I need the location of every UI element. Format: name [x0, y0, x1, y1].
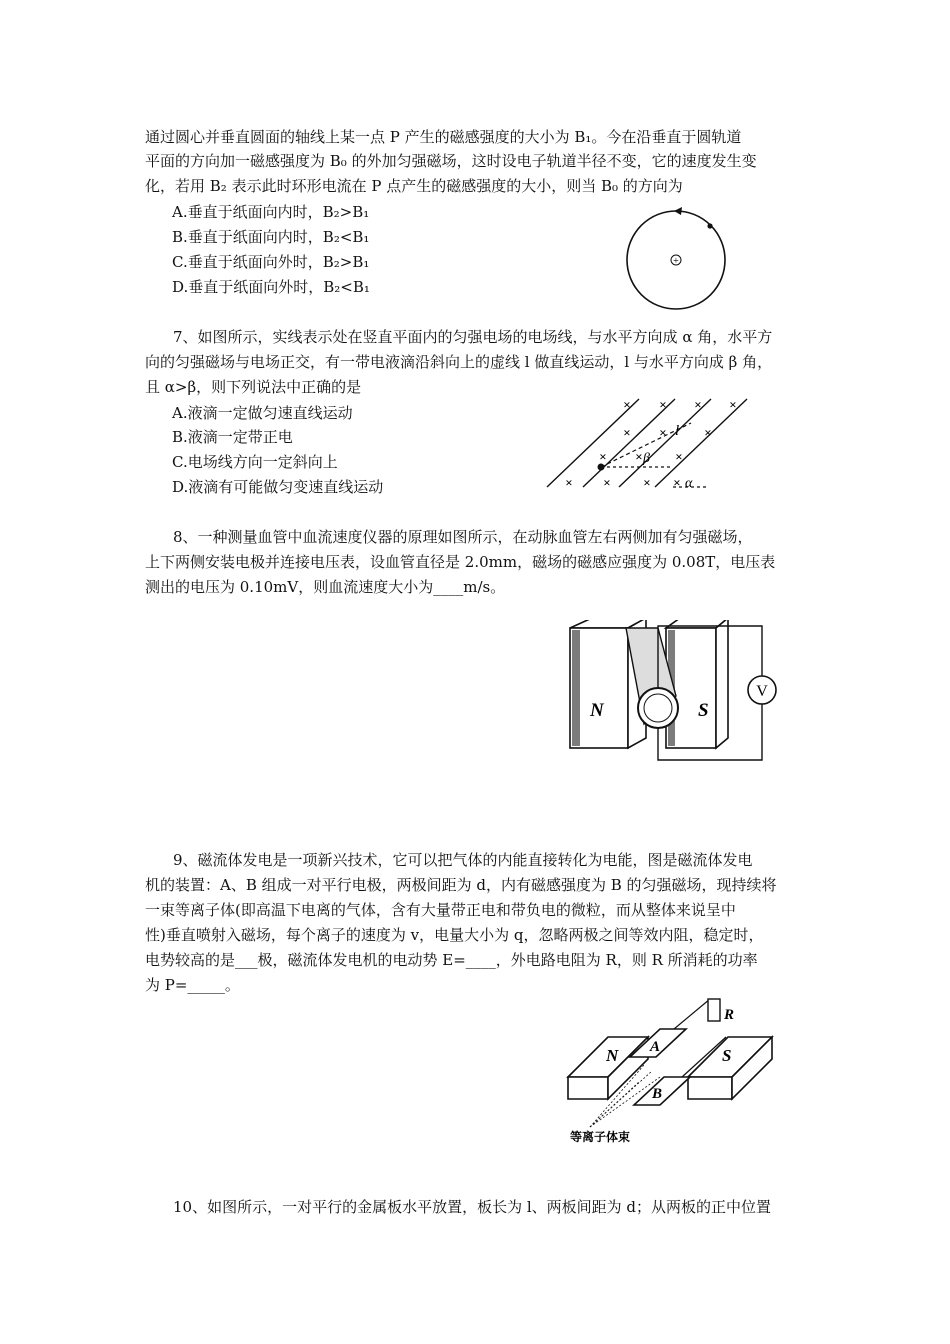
q7-stem-line-3: 且 α>β，则下列说法中正确的是	[145, 378, 362, 396]
q7-option-b: B.液滴一定带正电	[172, 428, 293, 446]
q7-option-d: D.液滴有可能做匀变速直线运动	[172, 478, 384, 496]
q9-stem-line-5: 电势较高的是___极，磁流体发电机的电动势 E=____，外电路电阻为 R，则 R 所消耗的功率	[145, 951, 758, 969]
magnet-s-front	[688, 1077, 732, 1099]
q6-circle-orbit-figure	[620, 200, 732, 312]
cross-mark: ×	[565, 475, 573, 490]
q9-stem-line-2: 机的装置：A、B 组成一对平行电极，两极间距为 d，内有磁感强度为 B 的匀强磁场，现持续将	[145, 876, 777, 894]
cross-mark: ×	[643, 475, 651, 490]
pole-s-label: S	[722, 1046, 732, 1065]
cross-mark: ×	[599, 449, 607, 464]
q7-option-a: A.液滴一定做匀速直线运动	[172, 404, 353, 422]
field-line	[619, 399, 711, 487]
label-beta: β	[643, 451, 650, 466]
q9-stem-line-4: 性)垂直喷射入磁场，每个离子的速度为 v，电量大小为 q，忽略两极之间等效内阻，稳定时，	[145, 926, 764, 944]
cross-mark: ×	[704, 425, 712, 440]
orbit-arrow-icon	[674, 207, 682, 215]
q7-option-c: C.电场线方向一定斜向上	[172, 453, 338, 471]
q7-stem-line-2: 向的匀强磁场与电场正交，有一带电液滴沿斜向上的虚线 l 做直线运动，l 与水平方向成 β 角，	[145, 353, 773, 371]
q8-stem-line-2: 上下两侧安装电极并连接电压表，设血管直径是 2.0mm，磁场的磁感应强度为 0.08T，电压表	[145, 553, 776, 571]
q9-stem-line-1: 9、磁流体发电是一项新兴技术，它可以把气体的内能直接转化为电能，图是磁流体发电	[173, 851, 753, 869]
q6-option-a: A.垂直于纸面向内时，B₂>B₁	[172, 203, 370, 221]
q6-stem-line-1: 通过圆心并垂直圆面的轴线上某一点 P 产生的磁感强度的大小为 B₁。今在沿垂直于圆轨道	[145, 128, 742, 146]
q8-stem-line-3: 测出的电压为 0.10mV，则血流速度大小为____m/s。	[145, 578, 506, 596]
shade	[572, 630, 580, 746]
resistor-label: R	[724, 1007, 735, 1023]
cross-mark: ×	[623, 425, 631, 440]
field-line	[655, 399, 747, 487]
plate-b-label: B	[652, 1086, 663, 1102]
magnet-n-front	[568, 1077, 608, 1099]
q6-stem-line-2: 平面的方向加一磁感强度为 B₀ 的外加匀强磁场，这时设电子轨道半径不变，它的速度发生变	[145, 152, 757, 170]
cross-mark: ×	[729, 397, 737, 412]
q6-option-d: D.垂直于纸面向外时，B₂<B₁	[172, 278, 370, 296]
field-line	[583, 399, 675, 487]
q10-stem-line-1: 10、如图所示，一对平行的金属板水平放置，板长为 l、两板间距为 d；从两板的正中位置	[173, 1198, 772, 1216]
wire-a	[674, 999, 710, 1029]
cross-mark: ×	[623, 397, 631, 412]
plasma-caption: 等离子体束	[570, 1130, 631, 1144]
electron-dot	[707, 223, 712, 228]
q6-stem-line-3: 化，若用 B₂ 表示此时环形电流在 P 点产生的磁感强度的大小，则当 B₀ 的方向为	[145, 177, 683, 195]
cross-mark: ×	[659, 397, 667, 412]
q7-stem-line-1: 7、如图所示，实线表示处在竖直平面内的匀强电场的电场线，与水平方向成 α 角，水平方	[173, 328, 773, 346]
label-l: l	[675, 423, 680, 439]
q7-field-figure	[543, 395, 765, 495]
magnet-s-side	[716, 620, 728, 748]
cross-mark: ×	[675, 449, 683, 464]
q9-stem-line-6: 为 P=_____。	[145, 976, 240, 994]
q9-stem-line-3: 一束等离子体(即高温下电离的气体，含有大量带正电和带负电的微粒，而从整体来说呈中	[145, 901, 736, 919]
cross-mark: ×	[659, 425, 667, 440]
pole-n-label: N	[590, 700, 604, 721]
plate-a-label: A	[650, 1039, 661, 1055]
label-alpha: α	[685, 476, 693, 491]
pole-s-label: S	[698, 700, 709, 721]
field-line	[547, 399, 639, 487]
pole-n-label: N	[606, 1046, 619, 1065]
cross-mark: ×	[603, 475, 611, 490]
cross-mark: ×	[635, 449, 643, 464]
q6-option-b: B.垂直于纸面向内时，B₂<B₁	[172, 228, 370, 246]
droplet-dot	[598, 464, 605, 471]
q6-option-c: C.垂直于纸面向外时，B₂>B₁	[172, 253, 370, 271]
voltmeter-label: V	[756, 683, 768, 700]
q8-stem-line-1: 8、一种测量血管中血流速度仪器的原理如图所示，在动脉血管左右两侧加有匀强磁场，	[173, 528, 753, 546]
q9-mhd-generator-figure	[564, 995, 784, 1145]
resistor-icon	[708, 999, 720, 1021]
q8-blood-flow-figure	[566, 620, 788, 762]
nucleus-label: +	[673, 256, 679, 267]
cross-mark: ×	[694, 397, 702, 412]
vessel-inner	[644, 694, 672, 722]
cross-mark: ×	[673, 475, 681, 490]
